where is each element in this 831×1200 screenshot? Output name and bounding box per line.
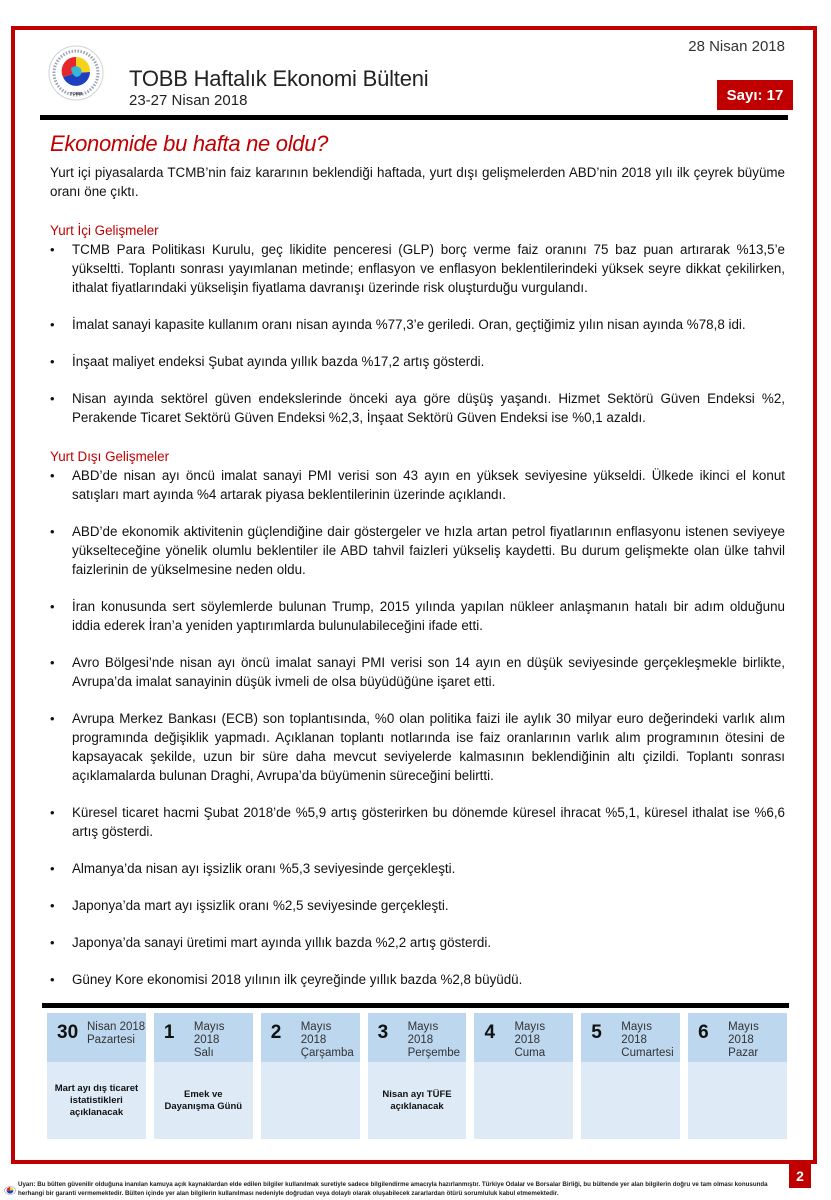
list-item: • Japonya’da sanayi üretimi mart ayında yıllık bazda %2,2 artış gösterdi. (50, 933, 785, 952)
calendar-day (581, 1013, 680, 1139)
calendar-day (474, 1013, 573, 1139)
day-month: Mayıs 2018 (300, 1021, 332, 1046)
calendar-day (261, 1013, 360, 1139)
bulletin-title: TOBB Haftalık Ekonomi Bülteni (129, 66, 429, 91)
section-title-foreign: Yurt Dışı Gelişmeler (50, 449, 170, 464)
day-month: Nisan 2018 (87, 1021, 146, 1033)
day-event: Emek ve Dayanışma Günü (154, 1062, 253, 1139)
day-month: Mayıs 2018 (407, 1021, 439, 1046)
foreign-list (50, 466, 785, 989)
bulletin-week: 23-27 Nisan 2018 (129, 92, 248, 109)
calendar-day (368, 1013, 467, 1139)
header-divider (40, 115, 788, 120)
day-weekday: Pazar (728, 1047, 759, 1059)
day-number: 30 (57, 1022, 79, 1043)
svg-text:TOBB: TOBB (69, 91, 83, 96)
day-event (581, 1062, 680, 1139)
main-content (50, 131, 785, 989)
day-month: Mayıs 2018 (728, 1021, 759, 1046)
intro-paragraph: Yurt içi piyasalarda TCMB’nin faiz kararının beklendiği haftada, yurt dışı gelişmelerden ABD’nin 2018 yılı ilk çeyrek büyüme oranı öne çıktı. (50, 165, 785, 199)
calendar-divider (42, 1003, 789, 1008)
day-number: 2 (270, 1022, 282, 1043)
day-event (474, 1062, 573, 1139)
day-weekday: Perşembe (407, 1047, 460, 1059)
section-title-domestic: Yurt İçi Gelişmeler (50, 223, 159, 238)
publish-date: 28 Nisan 2018 (688, 38, 785, 55)
day-weekday: Cumartesi (621, 1047, 674, 1059)
day-number: 3 (377, 1022, 389, 1043)
tobb-mini-logo-icon (4, 1182, 16, 1191)
list-item: • Avro Bölgesi’nde nisan ayı öncü imalat sanayi PMI verisi son 14 ayın en düşük seviyesinde gerçekleşmekle birlikte, Avrupa’da imalat sanayinin düşük ivmeli de olsa büyüdüğüne işaret etti. (50, 653, 785, 691)
day-event: Mart ayı dış ticaret istatistikleri açıklanacak (47, 1062, 146, 1139)
list-item: • İran konusunda sert söylemlerde bulunan Trump, 2015 yılında yapılan nükleer anlaşmanın hatalı bir adım olduğunu iddia ederek İran’a yeniden yaptırımlarda bulunulabileceğini ifade etti. (50, 597, 785, 635)
day-month: Mayıs 2018 (621, 1021, 652, 1046)
day-number: 5 (591, 1022, 602, 1043)
disclaimer-text: Uyarı: Bu bülten güvenilir olduğuna inanılan kamuya açık kaynaklardan elde edilen bilgiler kullanılmak suretiyle sadece bilgilendirme amacıyla hazırlanmıştır. Türkiye Odalar ve Borsalar Birliği, bu bültende yer alan bilgilerin doğru ve tam olması konusunda herhangi bir garanti vermemektedir. Bülten içinde yer alan bilgilerin kullanılması nedeniyle doğrudan veya dolaylı olarak oluşabilecek zararlardan ötürü sorumluluk kabul etmemektedir. (18, 1181, 768, 1197)
tobb-logo-icon (47, 44, 105, 102)
list-item: • İnşaat maliyet endeksi Şubat ayında yıllık bazda %17,2 artış gösterdi. (50, 352, 785, 371)
day-number: 6 (698, 1022, 709, 1043)
list-item: • İmalat sanayi kapasite kullanım oranı nisan ayında %77,3’e geriledi. Oran, geçtiğimiz yılın nisan ayında %78,8 idi. (50, 315, 785, 334)
list-item: • Nisan ayında sektörel güven endekslerinde önceki aya göre düşüş yaşandı. Hizmet Sektörü Güven Endeksi %2, Perakende Ticaret Sektörü Güven Endeksi %2,3, İnşaat Sektörü Güven Endeksi ise %0,1 azaldı. (50, 389, 785, 427)
list-item: • Avrupa Merkez Bankası (ECB) son toplantısında, %0 olan politika faizi ile aylık 30 milyar euro değerindeki varlık alım programında değişiklik yapmadı. Açıklanan toplantı notlarında ise faiz oranlarının varlık alım programının ötesini de kapsayacak şekilde, uzun bir süre daha mevcut seviyelerde kalmasının beklendiğinin altı çizildi. Toplantı sonrası açıklamalarda bulunan Draghi, Avrupa’da büyümenin süreceğini belirtti. (50, 709, 785, 785)
day-event (688, 1062, 787, 1139)
day-weekday: Salı (193, 1047, 214, 1059)
day-month: Mayıs 2018 (193, 1021, 225, 1046)
list-item: • Güney Kore ekonomisi 2018 yılının ilk çeyreğinde yıllık bazda %2,8 büyüdü. (50, 970, 785, 989)
day-number: 4 (484, 1022, 496, 1043)
list-item: • TCMB Para Politikası Kurulu, geç likidite penceresi (GLP) borç verme faiz oranını 75 baz puan artırarak %13,5’e yükseltti. Toplantı sonrası yayımlanan metinde; enflasyon ve enflasyon beklentilerindeki yüksek seyre dikkat çekilirken, ithalat fiyatlarındaki yükselişin fiyatlama davranışı üzerinde risk oluşturduğu vurgulandı. (50, 240, 785, 297)
weekly-calendar (47, 1013, 787, 1139)
day-weekday: Pazartesi (87, 1034, 135, 1046)
calendar-day (47, 1013, 146, 1139)
calendar-day (688, 1013, 787, 1139)
list-item: • ABD’de ekonomik aktivitenin güçlendiğine dair göstergeler ve hızla artan petrol fiyatlarının enflasyonu istenen seviyeye yükselteceğine yönelik olumlu beklentiler ile ABD tahvil faizleri yükseliş kaydetti. Bu durum gelişmekte olan ülke tahvil faizlerinin de yükselmesine neden oldu. (50, 522, 785, 579)
list-item: • ABD’de nisan ayı öncü imalat sanayi PMI verisi son 43 ayın en yüksek seviyesine yükseldi. Ülkede ikinci el konut satışları mart ayında %4 artarak piyasa beklentilerinin üzerinde açıklandı. (50, 466, 785, 504)
page-headline: Ekonomide bu hafta ne oldu? (50, 131, 329, 156)
day-event (261, 1062, 360, 1139)
day-month: Mayıs 2018 (514, 1021, 546, 1046)
domestic-list (50, 240, 785, 427)
day-number: 1 (163, 1022, 175, 1043)
day-event: Nisan ayı TÜFE açıklanacak (368, 1062, 467, 1139)
issue-badge: Sayı: 17 (717, 80, 793, 110)
list-item: • Japonya’da mart ayı işsizlik oranı %2,5 seviyesinde gerçekleşti. (50, 896, 785, 915)
calendar-day (154, 1013, 253, 1139)
day-weekday: Cuma (514, 1047, 546, 1059)
list-item: • Küresel ticaret hacmi Şubat 2018’de %5,9 artış gösterirken bu dönemde küresel ihracat %5,1, küresel ithalat ise %6,6 artış gösterdi. (50, 803, 785, 841)
list-item: • Almanya’da nisan ayı işsizlik oranı %5,3 seviyesinde gerçekleşti. (50, 859, 785, 878)
day-weekday: Çarşamba (300, 1047, 354, 1059)
page-number: 2 (789, 1164, 811, 1188)
